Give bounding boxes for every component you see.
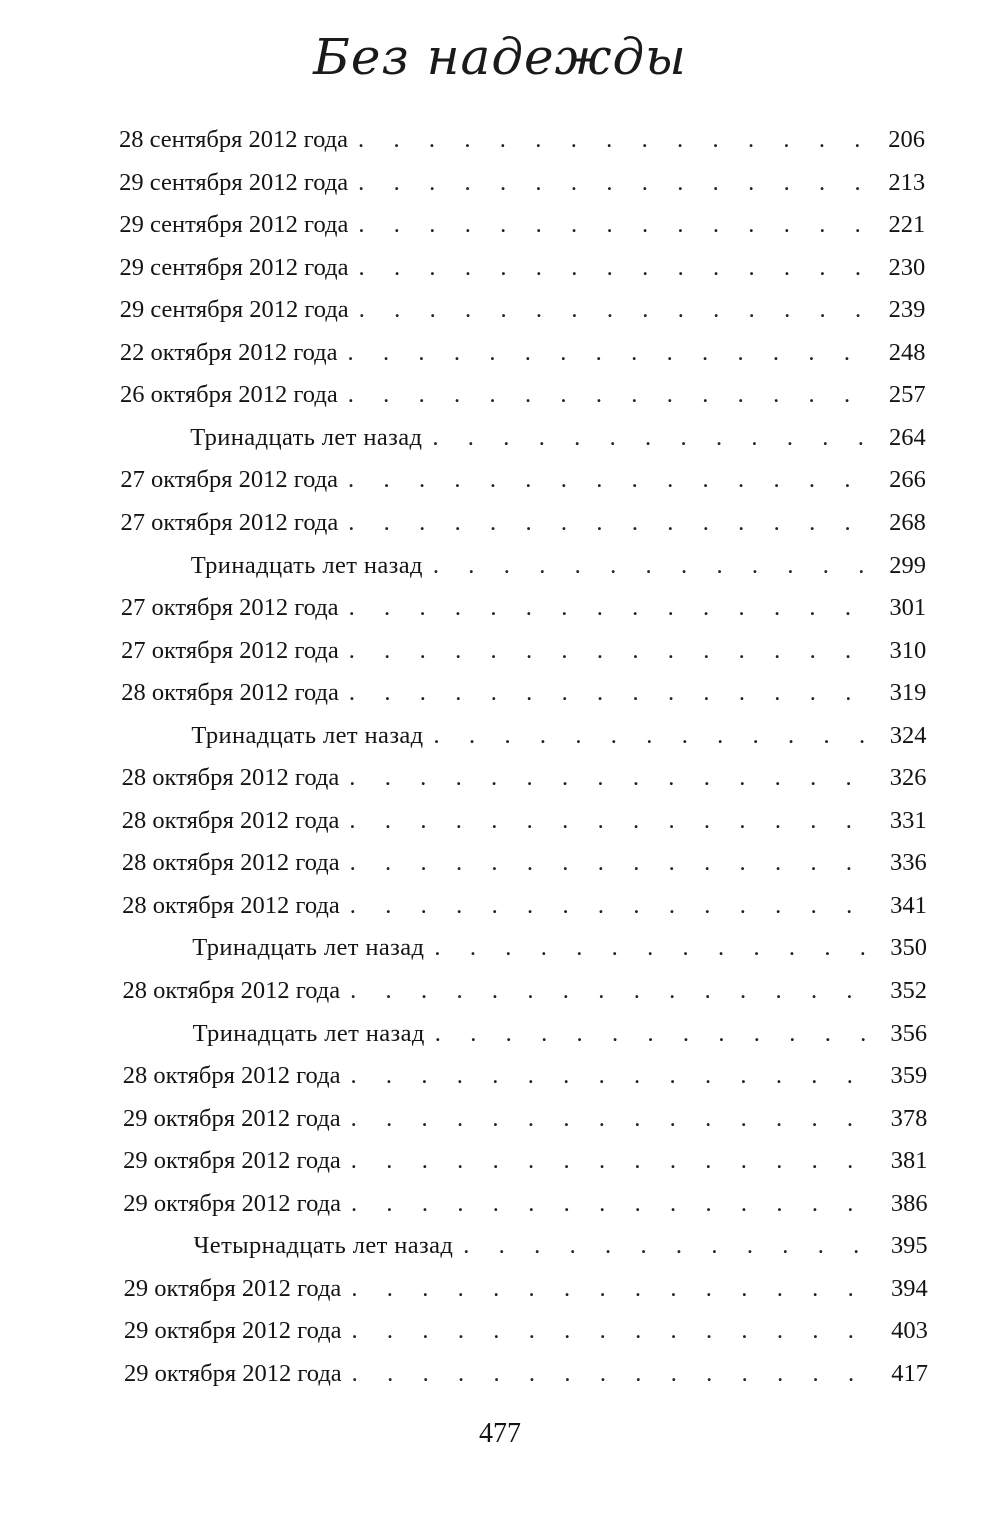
dot-leader [358, 120, 875, 160]
toc-entry-page: 213 [888, 168, 926, 196]
toc-entry-date-label: 26 октября 2012 года [120, 381, 338, 409]
toc-entry-page: 403 [891, 1317, 928, 1345]
dot-leader [351, 1099, 878, 1139]
toc-entry [191, 546, 926, 586]
toc-entry-date-label: 29 октября 2012 года [123, 1274, 342, 1302]
toc-entry-date-label: 28 октября 2012 года [121, 679, 339, 707]
toc-entry-date-label: 29 сентября 2012 года [119, 211, 349, 239]
toc-entry-page: 264 [888, 423, 926, 451]
toc-entry-page: 331 [889, 806, 927, 834]
toc-entry-page: 394 [891, 1274, 928, 1302]
dot-leader [434, 928, 877, 968]
toc-entry-page: 386 [890, 1189, 928, 1217]
toc-entry-page: 350 [890, 934, 927, 962]
page-number: 477 [479, 1418, 521, 1449]
toc-entry-page: 356 [890, 1019, 928, 1047]
dot-leader [348, 503, 876, 543]
dot-leader [350, 843, 877, 883]
dot-leader [348, 460, 876, 500]
toc-entry [123, 1141, 927, 1181]
toc-entry-flashback-label: Тринадцать лет назад [192, 1019, 425, 1047]
toc-entry [122, 886, 927, 926]
dot-leader [352, 1354, 878, 1394]
toc-entry-date-label: 29 сентября 2012 года [119, 253, 349, 281]
toc-entry [119, 205, 925, 245]
toc-entry-date-label: 28 октября 2012 года [122, 977, 341, 1004]
toc-entry [120, 460, 925, 500]
toc-entry-page: 266 [889, 466, 926, 494]
dot-leader [432, 418, 875, 458]
toc-entry [124, 1269, 928, 1309]
toc-entry-date-label: 28 сентября 2012 года [119, 126, 348, 153]
toc-entry-page: 378 [890, 1104, 928, 1132]
toc-entry [191, 716, 926, 756]
toc-entry-page: 299 [889, 551, 927, 579]
toc-entry-date-label: 29 октября 2012 года [122, 1104, 341, 1132]
toc-entry-flashback-label: Четырнадцать лет назад [193, 1232, 454, 1260]
dot-leader [350, 886, 877, 926]
dot-leader [349, 588, 877, 628]
toc-entry [190, 418, 926, 458]
toc-entry-page: 324 [889, 721, 927, 749]
toc-entry-date-label: 27 октября 2012 года [120, 508, 339, 536]
dot-leader [351, 1141, 878, 1181]
toc-entry [193, 1226, 927, 1266]
toc-entry [120, 290, 926, 330]
toc-entry-date-label: 27 октября 2012 года [120, 594, 339, 622]
toc-entry-page: 248 [888, 338, 926, 366]
toc-entry [121, 588, 926, 628]
toc-entry-page: 352 [890, 977, 928, 1004]
toc-entry-date-label: 22 октября 2012 года [119, 338, 338, 366]
toc-entry-page: 336 [889, 849, 927, 877]
toc-entry-flashback-label: Тринадцать лет назад [190, 423, 423, 451]
dot-leader [349, 758, 876, 798]
toc-entry-date-label: 28 октября 2012 года [122, 891, 340, 919]
dot-leader [348, 375, 876, 415]
toc-entry [122, 843, 927, 883]
toc-entry-page: 221 [888, 211, 926, 239]
dot-leader [435, 1014, 877, 1054]
toc-entry [122, 801, 927, 841]
toc-entry-page: 395 [890, 1232, 928, 1260]
toc-entry-date-label: 29 сентября 2012 года [119, 168, 349, 196]
toc-entry-page: 326 [889, 764, 927, 792]
toc-entry-date-label: 29 октября 2012 года [124, 1359, 342, 1387]
toc-entry [122, 758, 927, 798]
toc-entry [121, 631, 926, 671]
dot-leader [358, 163, 875, 203]
toc-entry-page: 301 [889, 594, 927, 622]
toc-entry [119, 120, 925, 160]
toc-entry-date-label: 28 октября 2012 года [121, 764, 340, 792]
dot-leader [433, 546, 876, 586]
dot-leader [350, 1056, 877, 1096]
toc-entry-page: 230 [888, 253, 926, 281]
running-head: Без надежды [313, 28, 687, 86]
toc-entry [193, 1014, 928, 1054]
dot-leader [359, 290, 876, 330]
toc-entry-date-label: 29 октября 2012 года [123, 1189, 341, 1217]
toc-entry [121, 503, 926, 543]
toc-entry-page: 417 [891, 1359, 928, 1387]
toc-entry-date-label: 28 октября 2012 года [121, 849, 340, 877]
dot-leader [351, 1269, 877, 1309]
dot-leader [349, 801, 876, 841]
toc-entry [122, 971, 927, 1011]
toc-entry-date-label: 29 октября 2012 года [123, 1317, 342, 1345]
toc-entry-flashback-label: Тринадцать лет назад [191, 721, 424, 749]
toc-entry [123, 1099, 927, 1139]
dot-leader [349, 673, 876, 713]
toc-entry-date-label: 27 октября 2012 года [120, 466, 339, 494]
dot-leader [351, 1184, 878, 1224]
toc-entry [123, 1056, 927, 1096]
dot-leader [358, 205, 875, 245]
toc-entry-page: 359 [890, 1062, 928, 1090]
toc-entry [192, 928, 927, 968]
toc-entry-page: 239 [888, 296, 926, 324]
toc-entry-date-label: 27 октября 2012 года [121, 636, 339, 664]
dot-leader [434, 716, 877, 756]
toc-entry-flashback-label: Тринадцать лет назад [192, 934, 425, 962]
toc-entry-date-label: 28 октября 2012 года [121, 806, 340, 834]
toc-entry-page: 206 [888, 126, 925, 153]
toc-entry-date-label: 29 октября 2012 года [123, 1147, 341, 1175]
toc-entry-date-label: 29 сентября 2012 года [119, 296, 349, 324]
toc-entry [124, 1354, 928, 1394]
toc-entry [120, 333, 926, 373]
dot-leader [463, 1226, 877, 1266]
toc-entry-page: 319 [889, 679, 927, 707]
toc-entry-page: 310 [889, 636, 927, 664]
dot-leader [348, 333, 876, 373]
toc-entry-date-label: 28 октября 2012 года [122, 1062, 341, 1090]
dot-leader [350, 971, 877, 1011]
dot-leader [359, 248, 876, 288]
toc-entry-flashback-label: Тринадцать лет назад [190, 551, 423, 579]
toc-entry [121, 673, 926, 713]
toc-entry-page: 268 [889, 508, 926, 536]
toc-entry [124, 1311, 928, 1351]
toc-entry [119, 163, 925, 203]
toc-entry-page: 381 [890, 1147, 928, 1175]
dot-leader [349, 631, 877, 671]
toc-entry-page: 341 [890, 891, 927, 919]
toc-entry [120, 248, 926, 288]
toc-entry [123, 1184, 927, 1224]
toc-entry-page: 257 [888, 381, 926, 409]
dot-leader [351, 1311, 877, 1351]
toc-entry [120, 375, 926, 415]
